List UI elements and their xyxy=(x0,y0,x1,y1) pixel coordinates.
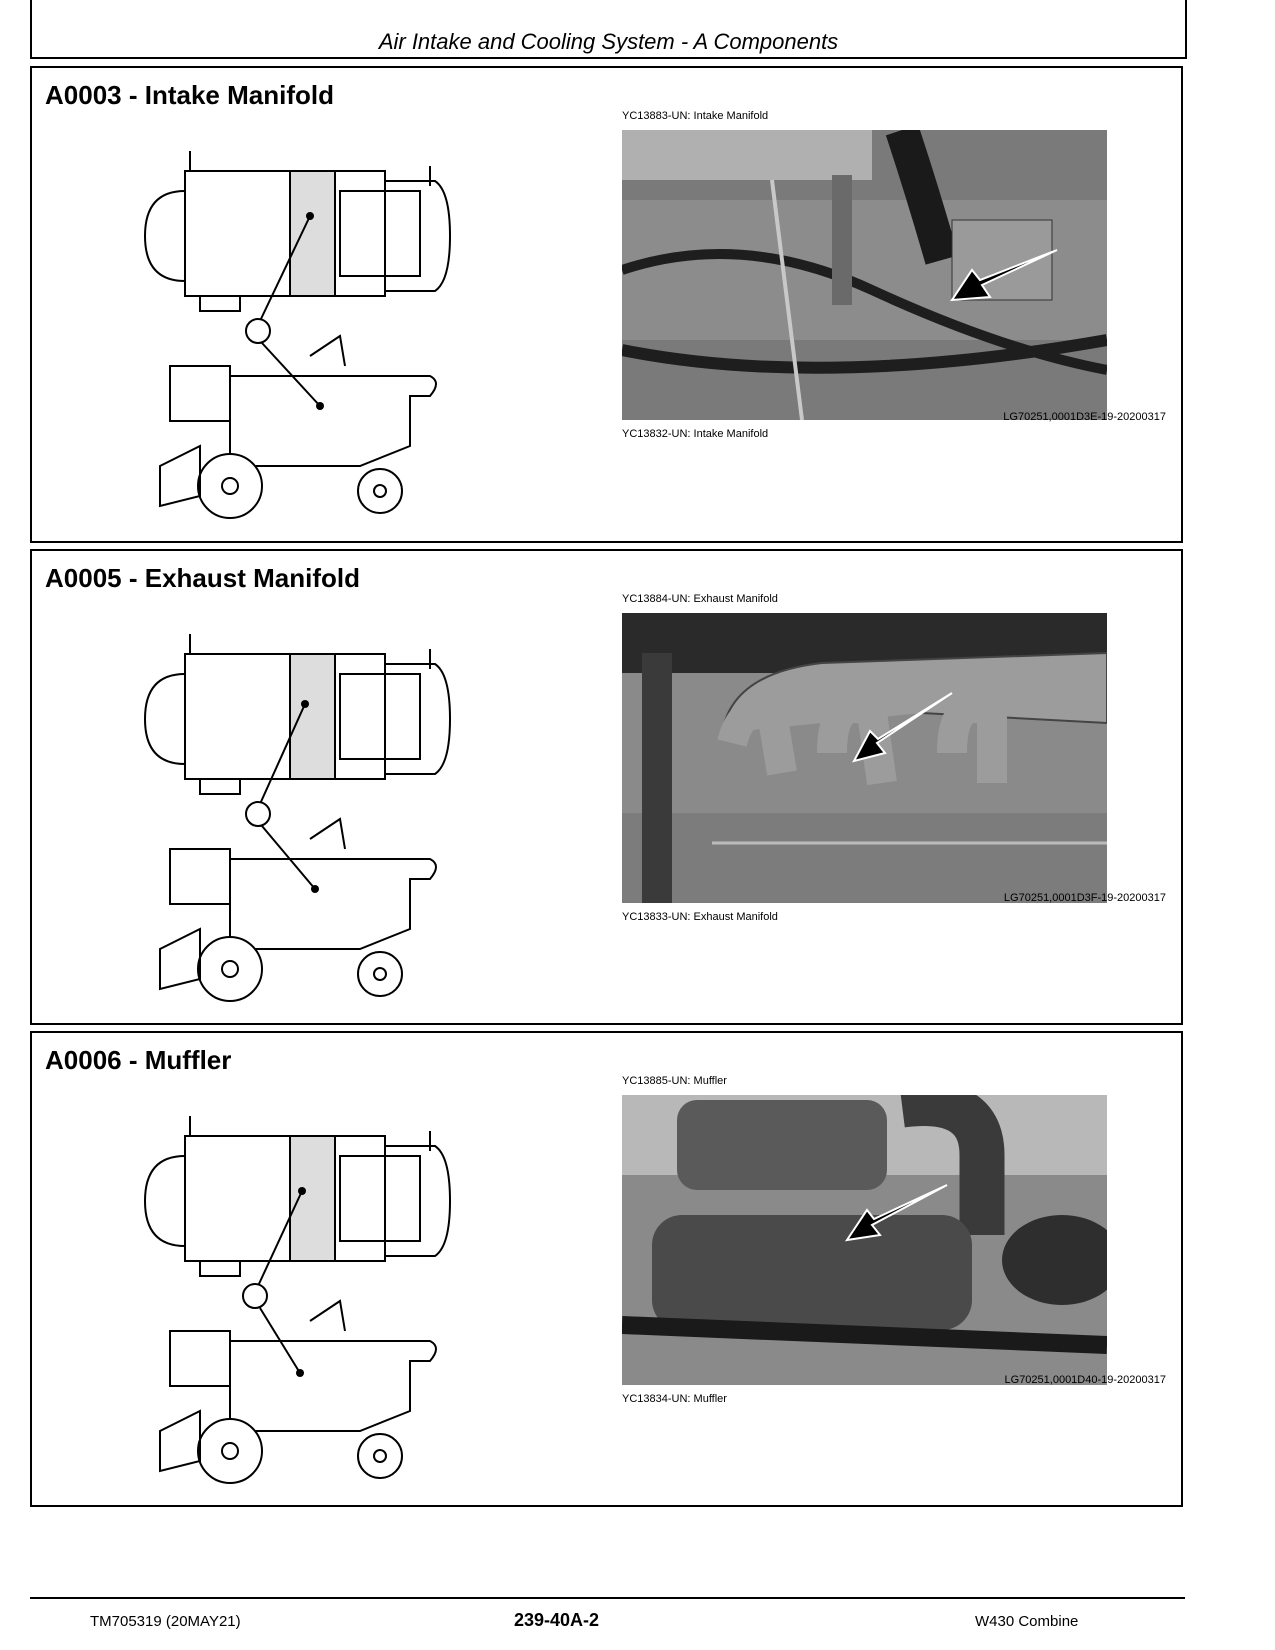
reference-code: LG70251,0001D3E-19-20200317 xyxy=(1003,411,1166,423)
page-header xyxy=(30,0,1187,59)
photo-caption-bottom: YC13832-UN: Intake Manifold xyxy=(622,428,769,440)
photo-caption-top: YC13883-UN: Intake Manifold xyxy=(622,110,769,122)
photo-block xyxy=(622,593,1107,925)
photo-block xyxy=(622,1075,1107,1407)
component-section-exhaust-manifold xyxy=(30,549,1183,1025)
component-section-intake-manifold xyxy=(30,66,1183,543)
combine-locator-diagram xyxy=(130,146,480,526)
photo-caption-top: YC13884-UN: Exhaust Manifold xyxy=(622,593,778,605)
photo-caption-bottom: YC13834-UN: Muffler xyxy=(622,1393,727,1405)
reference-code: LG70251,0001D40-19-20200317 xyxy=(1004,1374,1166,1386)
combine-locator-diagram xyxy=(130,629,480,1009)
muffler-photo xyxy=(622,1095,1107,1385)
photo-caption-bottom: YC13833-UN: Exhaust Manifold xyxy=(622,911,778,923)
footer-divider xyxy=(30,1597,1185,1599)
section-title: A0003 - Intake Manifold xyxy=(45,80,334,110)
footer-page-number: 239-40A-2 xyxy=(514,1610,600,1630)
section-title: A0006 - Muffler xyxy=(45,1045,232,1075)
section-title: A0005 - Exhaust Manifold xyxy=(45,563,360,593)
page-title: Air Intake and Cooling System - A Components xyxy=(378,29,839,54)
footer-doc-id: TM705319 (20MAY21) xyxy=(90,1613,241,1630)
component-section-muffler xyxy=(30,1031,1183,1507)
exhaust-manifold-photo xyxy=(622,613,1107,903)
intake-manifold-photo xyxy=(622,130,1107,420)
combine-locator-diagram xyxy=(130,1111,480,1491)
photo-block xyxy=(622,110,1107,442)
photo-caption-top: YC13885-UN: Muffler xyxy=(622,1075,727,1087)
footer-machine-name: W430 Combine xyxy=(975,1613,1079,1630)
reference-code: LG70251,0001D3F-19-20200317 xyxy=(1003,892,1166,904)
